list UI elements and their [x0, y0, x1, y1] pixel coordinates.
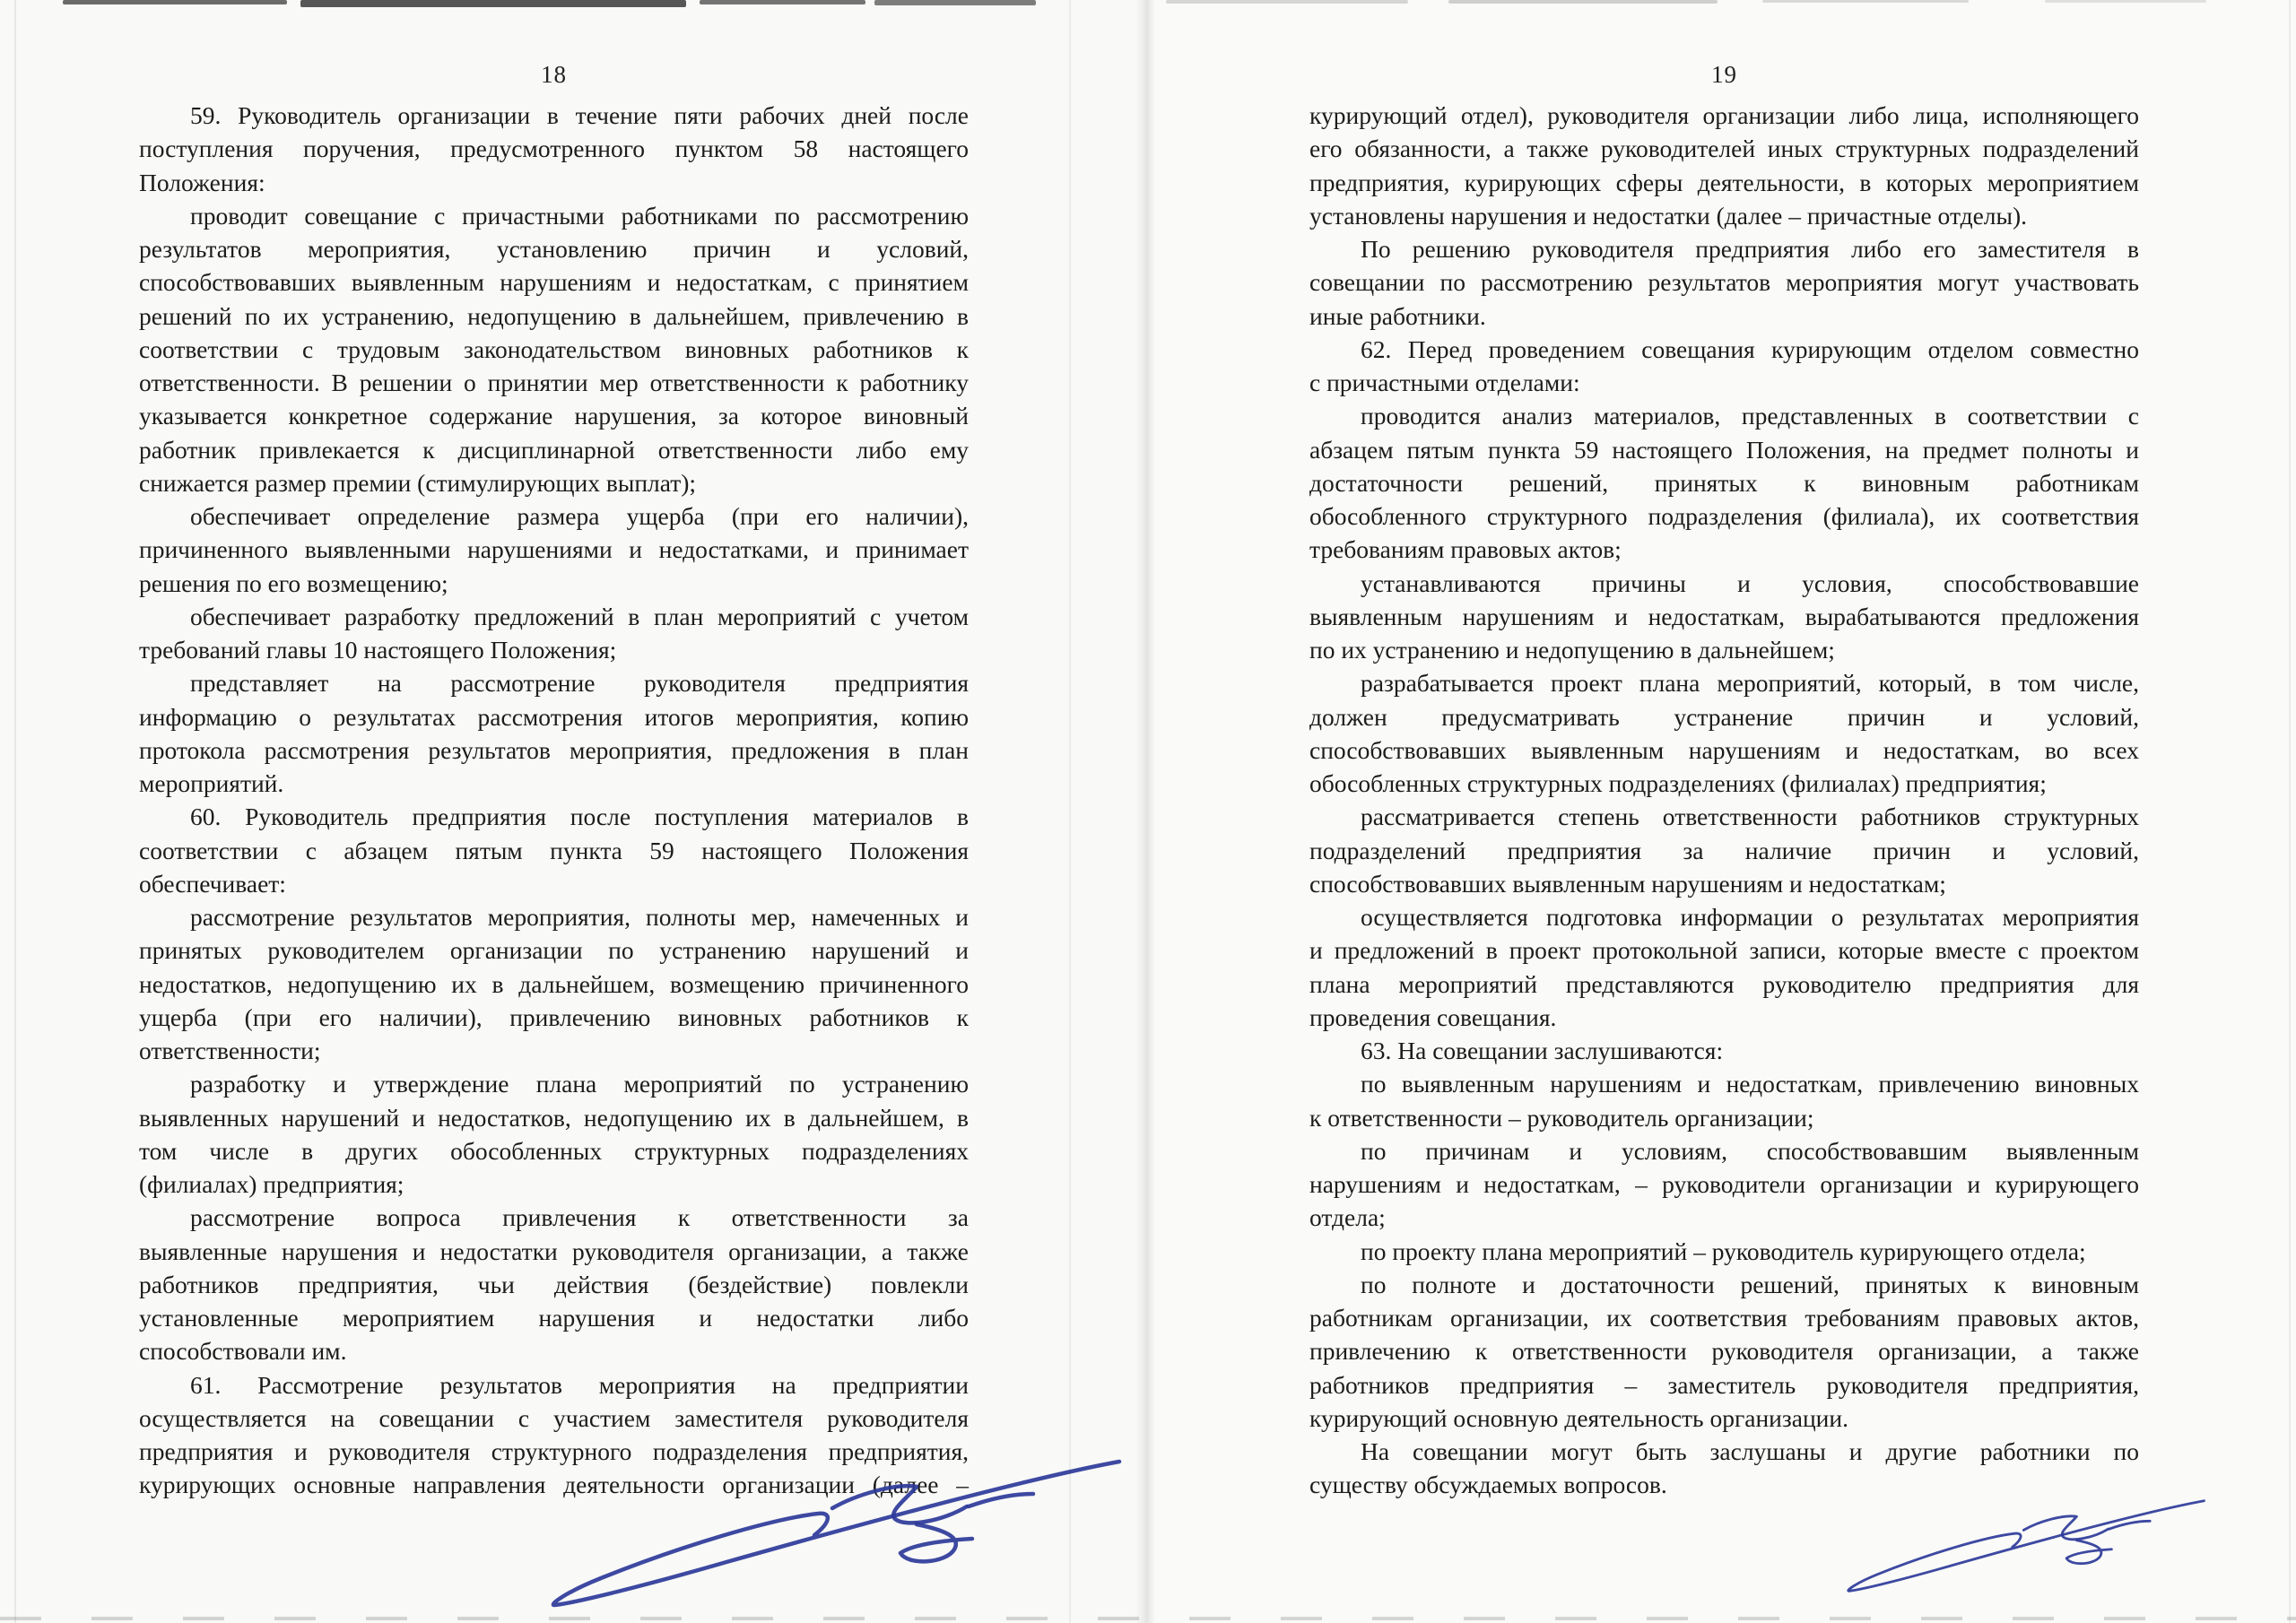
text-line: ответственности; [139, 1037, 321, 1064]
text-line: осуществляется подготовка информации о результатах мероприятия [1361, 903, 2139, 931]
text-line: установлены нарушения и недостатки (далее – причастные отделы). [1309, 201, 2028, 230]
text-line: иные работники. [1309, 301, 1486, 330]
text-line: предприятия, курирующих сферы деятельности, в которых мероприятием [1309, 168, 2139, 196]
text-line: (филиалах) предприятия; [139, 1170, 404, 1198]
page-number: 18 [541, 61, 567, 88]
text-line: проведения совещания. [1309, 1002, 1557, 1031]
text-line: привлечению к ответственности руководителя организации, а также [1309, 1337, 2139, 1366]
text-line: по полноте и достаточности решений, принятых к виновным [1361, 1270, 2139, 1298]
text-line: обеспечивает: [139, 869, 286, 898]
text-line: способствовавших выявленным нарушениям и недостаткам; [1309, 869, 1946, 898]
text-line: к ответственности – руководитель организации; [1309, 1103, 1814, 1132]
text-line: недостатков, недопущению их в дальнейшем, возмещению причиненного [139, 969, 969, 998]
text-line: принятых руководителем организации по устранению нарушений и [139, 936, 969, 965]
text-line: 63. На совещании заслушиваются: [1361, 1037, 1724, 1064]
text-line: работник привлекается к дисциплинарной ответственности либо ему [139, 435, 969, 464]
page-text [1309, 99, 2139, 1502]
text-line: На совещании могут быть заслушаны и другие работники по [1361, 1437, 2139, 1465]
text-line: рассмотрение результатов мероприятия, полноты мер, намеченных и [190, 903, 969, 931]
text-line: разрабатывается проект плана мероприятий, который, в том числе, [1361, 669, 2139, 698]
text-line: представляет на рассмотрение руководителя предприятия [190, 669, 969, 698]
text-line: отдела; [1309, 1203, 1386, 1232]
text-line: по выявленным нарушениям и недостаткам, привлечению виновных [1361, 1070, 2139, 1098]
text-line: 59. Руководитель организации в течение пяти рабочих дней после [190, 101, 969, 129]
text-line: требованиям правовых актов; [1309, 535, 1622, 564]
text-line: с причастными отделами: [1309, 369, 1580, 396]
text-line: плана мероприятий представляются руководителю предприятия для [1309, 969, 2139, 998]
text-line: протокола рассмотрения результатов мероприятия, предложения в план [139, 735, 969, 764]
text-line: По решению руководителя предприятия либо его заместителя в [1361, 235, 2139, 263]
text-line: 61. Рассмотрение результатов мероприятия на предприятии [190, 1370, 969, 1399]
text-line: разработку и утверждение плана мероприятий по устранению [190, 1070, 969, 1098]
text-line: рассматривается степень ответственности работников структурных [1361, 803, 2139, 831]
text-line: обособленных структурных подразделениях (филиалах) предприятия; [1309, 769, 2047, 797]
text-line: Положения: [139, 168, 265, 196]
text-line: 62. Перед проведением совещания курирующим отделом совместно [1361, 334, 2139, 363]
text-line: выявленные нарушения и недостатки руководителя организации, а также [139, 1237, 969, 1265]
text-line: курирующих основные направления деятельности организации (далее – [139, 1471, 969, 1499]
text-line: обеспечивает определение размера ущерба (при его наличии), [190, 502, 969, 530]
text-line: указывается конкретное содержание нарушения, за которое виновный [139, 402, 969, 430]
page-number: 19 [1711, 61, 1737, 88]
text-line: существу обсуждаемых вопросов. [1309, 1471, 1667, 1499]
text-line: работникам организации, их соответствия требованиям правовых актов, [1309, 1304, 2139, 1332]
text-line: результатов мероприятия, установлению причин и условий, [139, 235, 969, 263]
text-line: выявленных нарушений и недостатков, недопущению их в дальнейшем, в [139, 1103, 969, 1132]
text-line: соответствии с трудовым законодательством виновных работников к [139, 334, 969, 363]
text-line: требований главы 10 настоящего Положения; [139, 636, 617, 664]
page-19 [1148, 0, 2296, 1623]
text-line: осуществляется на совещании с участием заместителя руководителя [139, 1403, 969, 1432]
text-line: абзацем пятым пункта 59 настоящего Положения, на предмет полноты и [1309, 435, 2139, 464]
text-line: по их устранению и недопущению в дальнейшем; [1309, 636, 1835, 664]
text-line: 60. Руководитель предприятия после поступления материалов в [190, 803, 969, 831]
text-line: снижается размер премии (стимулирующих выплат); [139, 468, 697, 497]
text-line: должен предусматривать устранение причин и условий, [1309, 702, 2139, 731]
text-line: предприятия и руководителя структурного подразделения предприятия, [139, 1437, 969, 1465]
text-line: соответствии с абзацем пятым пункта 59 настоящего Положения [139, 836, 969, 864]
text-line: курирующий отдел), руководителя организации либо лица, исполняющего [1309, 101, 2139, 129]
text-line: курирующий основную деятельность организации. [1309, 1403, 1848, 1432]
page-text [139, 99, 969, 1502]
text-line: проводится анализ материалов, представленных в соответствии с [1361, 402, 2139, 430]
text-line: решений по их устранению, недопущению в дальнейшем, привлечению в [139, 301, 969, 330]
text-line: рассмотрение вопроса привлечения к ответственности за [190, 1203, 969, 1232]
text-line: поступления поручения, предусмотренного пунктом 58 настоящего [139, 135, 969, 163]
text-line: решения по его возмещению; [139, 568, 448, 597]
text-line: мероприятий. [139, 769, 284, 797]
text-line: устанавливаются причины и условия, способствовавшие [1361, 568, 2139, 597]
text-line: по проекту плана мероприятий – руководитель курирующего отдела; [1361, 1237, 2086, 1265]
text-line: обеспечивает разработку предложений в план мероприятий с учетом [190, 602, 969, 630]
text-line: установленные мероприятием нарушения и недостатки либо [139, 1304, 969, 1332]
text-line: обособленного структурного подразделения (филиала), их соответствия [1309, 502, 2139, 530]
text-line: способствовавших выявленным нарушениям и недостаткам, во всех [1309, 735, 2139, 764]
text-line: выявленным нарушениям и недостаткам, вырабатываются предложения [1309, 602, 2139, 630]
text-line: совещании по рассмотрению результатов мероприятия могут участвовать [1309, 268, 2139, 297]
text-line: том числе в других обособленных структурных подразделениях [139, 1136, 969, 1165]
text-line: его обязанности, а также руководителей иных структурных подразделений [1309, 135, 2139, 163]
text-line: ущерба (при его наличии), привлечению виновных работников к [139, 1002, 969, 1031]
text-line: проводит совещание с причастными работниками по рассмотрению [190, 201, 969, 230]
text-line: нарушениям и недостаткам, – руководители организации и курирующего [1309, 1170, 2139, 1198]
text-line: и предложений в проект протокольной записи, которые вместе с проектом [1309, 936, 2139, 965]
text-line: работников предприятия – заместитель руководителя предприятия, [1309, 1370, 2139, 1399]
text-line: информацию о результатах рассмотрения итогов мероприятия, копию [139, 702, 969, 731]
text-line: подразделений предприятия за наличие причин и условий, [1309, 836, 2139, 864]
text-line: способствовали им. [139, 1337, 347, 1366]
text-line: причиненного выявленными нарушениями и недостатками, и принимает [139, 535, 969, 564]
text-line: ответственности. В решении о принятии мер ответственности к работнику [139, 369, 969, 396]
text-line: достаточности решений, принятых к виновным работникам [1309, 468, 2139, 497]
text-line: работников предприятия, чьи действия (бездействие) повлекли [139, 1270, 969, 1298]
text-line: способствовавших выявленным нарушениям и недостаткам, с принятием [139, 268, 969, 297]
text-line: по причинам и условиям, способствовавшим выявленным [1361, 1136, 2139, 1165]
